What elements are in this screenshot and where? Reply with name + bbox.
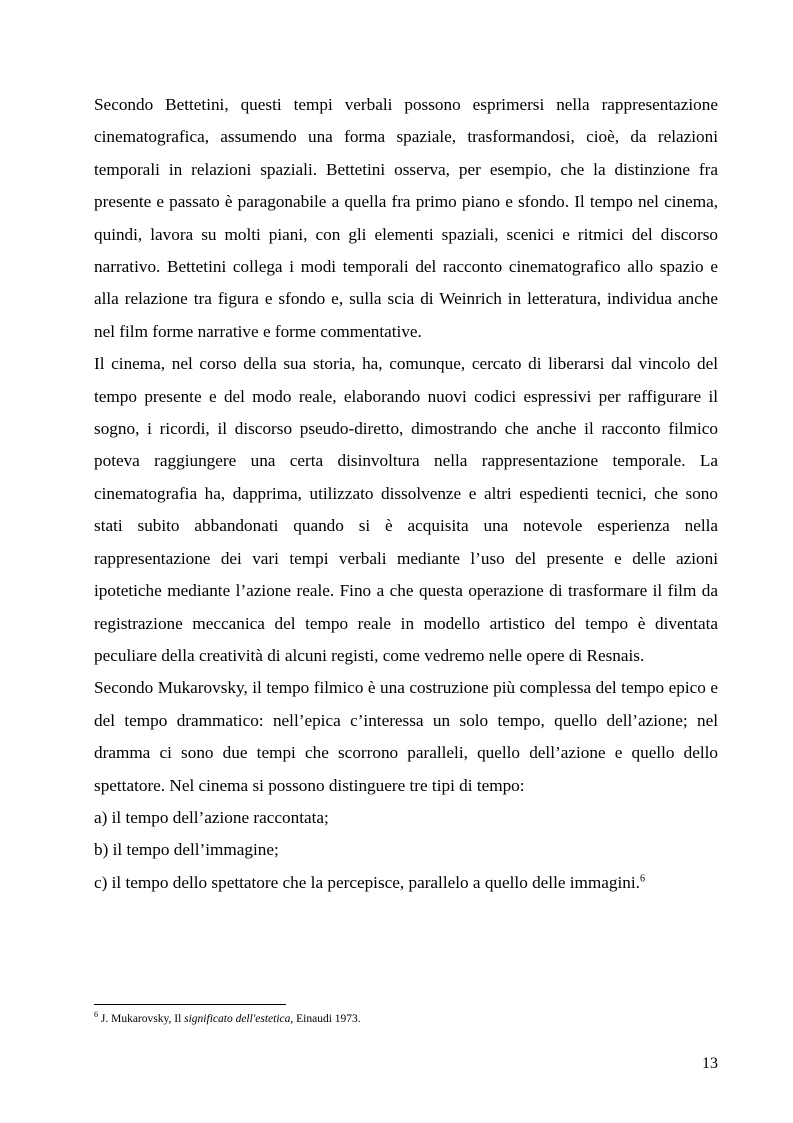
footnote-text-before: J. Mukarovsky, Il [100, 1013, 185, 1025]
list-item-c-text: c) il tempo dello spettatore che la percepisce, parallelo a quello delle immagini. [94, 872, 640, 892]
list-item-a: a) il tempo dell’azione raccontata; [94, 807, 329, 827]
footnote-text-after: Einaudi 1973. [293, 1013, 361, 1025]
paragraph-cinema-history: Il cinema, nel corso della sua storia, ha, comunque, cercato di liberarsi dal vincolo del tempo presente e del modo reale, elaborando nuovi codici espressivi per raffigurare il sogno, i ricordi, il discorso pseudo-diretto, dimostrando che anche il racconto filmico poteva raggiungere una certa disinvoltura nella rappresentazione temporale. La cinematografia ha, dapprima, utilizzato dissolvenze e altri espedienti tecnici, che sono stati subito abbandonati quando si è acquisita una notevole esperienza nella rappresentazione dei vari tempi verbali mediante l’uso del presente e delle azioni ipotetiche mediante l’azione reale. Fino a che questa operazione di trasformare il film da registrazione meccanica del tempo reale in modello artistico del tempo è diventata peculiare della creatività di alcuni registi, come vedremo nelle opere di Resnais. [94, 354, 718, 665]
list-item-c [94, 867, 718, 899]
body-text [94, 89, 718, 899]
footnote-title-italic: significato dell'estetica, [184, 1013, 294, 1025]
footnote-separator [94, 1004, 286, 1005]
paragraph-mukarovsky: Secondo Mukarovsky, il tempo filmico è una costruzione più complessa del tempo epico e del tempo drammatico: nell’epica c’interessa un solo tempo, quello dell’azione; nel dramma ci sono due tempi che scorrono paralleli, quello dell’azione e quello dello spettatore. Nel cinema si possono distinguere tre tipi di tempo: [94, 678, 718, 795]
footnote-number: 6 [94, 1010, 98, 1020]
footnote-reference-marker: 6 [639, 873, 645, 885]
paragraph-bettetini: Secondo Bettetini, questi tempi verbali possono esprimersi nella rappresentazione cinematografica, assumendo una forma spaziale, trasformandosi, cioè, da relazioni temporali in relazioni spaziali. Bettetini osserva, per esempio, che la distinzione fra presente e passato è paragonabile a quella fra primo piano e sfondo. Il tempo nel cinema, quindi, lavora su molti piani, con gli elementi spaziali, scenici e ritmici del discorso narrativo. Bettetini collega i modi temporali del racconto cinematografico allo spazio e alla relazione tra figura e sfondo e, sulla scia di Weinrich in letteratura, individua anche nel film forme narrative e forme commentative. [94, 95, 718, 341]
page-number: 13 [702, 1055, 718, 1072]
list-item-b: b) il tempo dell’immagine; [94, 840, 279, 860]
footnote [94, 1012, 718, 1027]
